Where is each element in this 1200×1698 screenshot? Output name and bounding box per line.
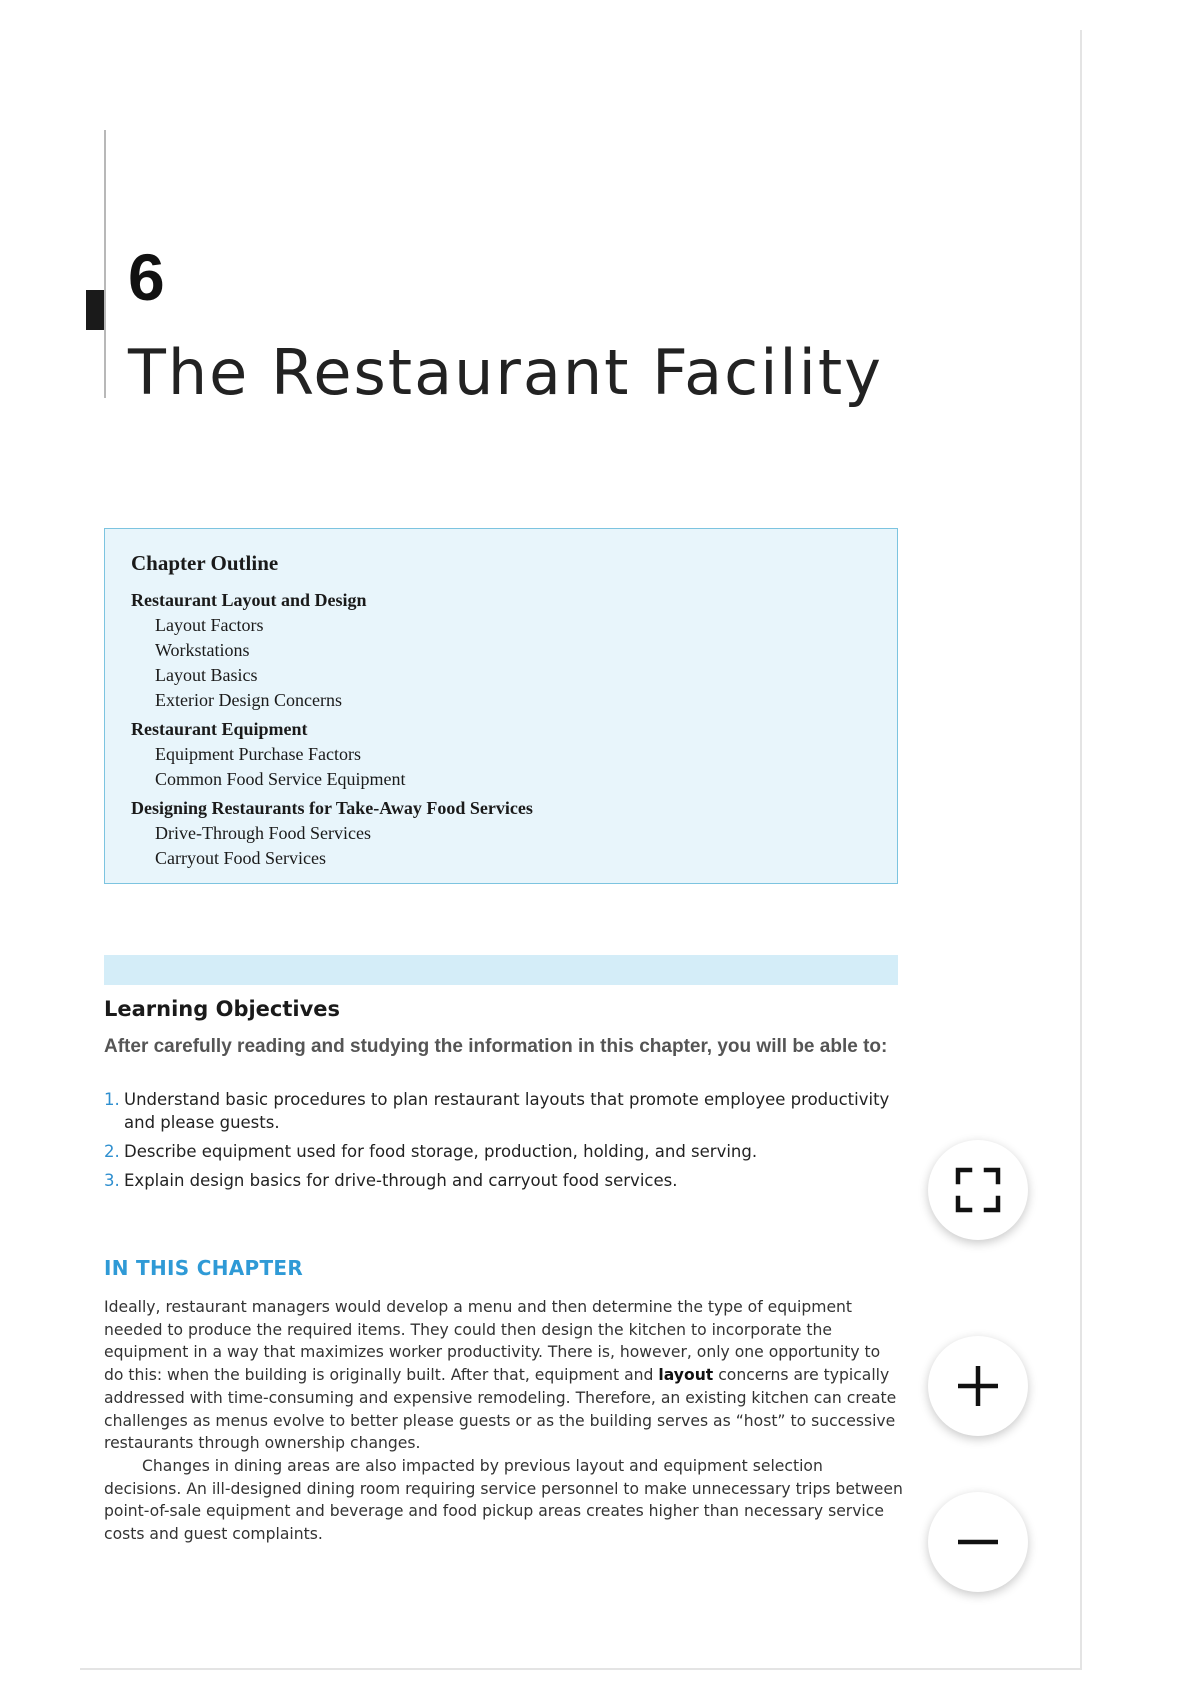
list-item — [104, 1169, 904, 1192]
paragraph: Changes in dining areas are also impacted by previous layout and equipment selection decisions. An ill-designed dining room requiring service personnel to make unnecessary trips between point-of-sale equipment and beverage and food pickup areas creates higher than necessary service costs and guest complaints. — [104, 1456, 903, 1544]
plus-icon — [956, 1364, 1000, 1408]
outline-heading: Chapter Outline — [131, 551, 279, 575]
chapter-number: 6 — [128, 240, 165, 314]
page-edge-bottom — [80, 1668, 1082, 1670]
list-item-number: 2. — [104, 1142, 120, 1161]
list-item-text: Describe equipment used for food storage, production, holding, and serving. — [124, 1142, 758, 1161]
zoom-in-button[interactable] — [928, 1336, 1028, 1436]
outline-item: Equipment Purchase Factors — [155, 744, 361, 764]
outline-section-title: Restaurant Layout and Design — [131, 590, 367, 610]
learning-objectives-intro: After carefully reading and studying the information in this chapter, you will be able to: — [104, 1036, 888, 1057]
list-item — [104, 1140, 904, 1163]
minus-icon — [956, 1520, 1000, 1564]
fullscreen-button[interactable] — [928, 1140, 1028, 1240]
outline-item: Layout Basics — [155, 665, 258, 685]
outline-item: Layout Factors — [155, 615, 264, 635]
chapter-marker — [86, 290, 104, 330]
paragraph-text: Ideally, restaurant managers would develop a menu and then determine the type of equipment needed to produce the required items. They could then design the kitchen to incorporate the equipment in a way that maximizes worker productivity. There is, however, only one opportunity to do this: when the building is originally built. After that, equipment and — [104, 1298, 881, 1385]
paragraph — [104, 1296, 904, 1455]
list-item-text: Understand basic procedures to plan restaurant layouts that promote employee productivity and please guests. — [124, 1090, 890, 1132]
zoom-out-button[interactable] — [928, 1492, 1028, 1592]
page-edge-right — [1080, 30, 1082, 1670]
chapter-rule — [104, 130, 106, 398]
bold-term: layout — [658, 1366, 714, 1385]
outline-item: Workstations — [155, 640, 250, 660]
outline-item: Exterior Design Concerns — [155, 690, 342, 710]
in-this-chapter-body — [104, 1296, 904, 1546]
list-item-number: 1. — [104, 1090, 120, 1109]
list-item-number: 3. — [104, 1171, 120, 1190]
chapter-outline — [104, 528, 898, 884]
list-item-text: Explain design basics for drive-through and carryout food services. — [124, 1171, 678, 1190]
learning-objectives-band — [104, 955, 898, 985]
outline-item: Common Food Service Equipment — [155, 769, 406, 789]
fullscreen-icon — [954, 1166, 1002, 1214]
list-item — [104, 1088, 904, 1134]
outline-section-title: Designing Restaurants for Take-Away Food Services — [131, 798, 533, 818]
in-this-chapter-heading: IN THIS CHAPTER — [104, 1256, 304, 1280]
outline-section-title: Restaurant Equipment — [131, 719, 308, 739]
chapter-title: The Restaurant Facility — [128, 336, 883, 409]
learning-objectives-heading: Learning Objectives — [104, 997, 341, 1021]
outline-item: Carryout Food Services — [155, 848, 326, 868]
outline-item: Drive-Through Food Services — [155, 823, 371, 843]
learning-objectives-list — [104, 1088, 904, 1198]
paragraph-text: concerns are typically addressed with time-consuming and expensive remodeling. Therefore, an existing kitchen can create challenges as menus evolve to better please guests or as the building serves as “host” to successive restaurants through ownership changes. — [104, 1366, 897, 1453]
